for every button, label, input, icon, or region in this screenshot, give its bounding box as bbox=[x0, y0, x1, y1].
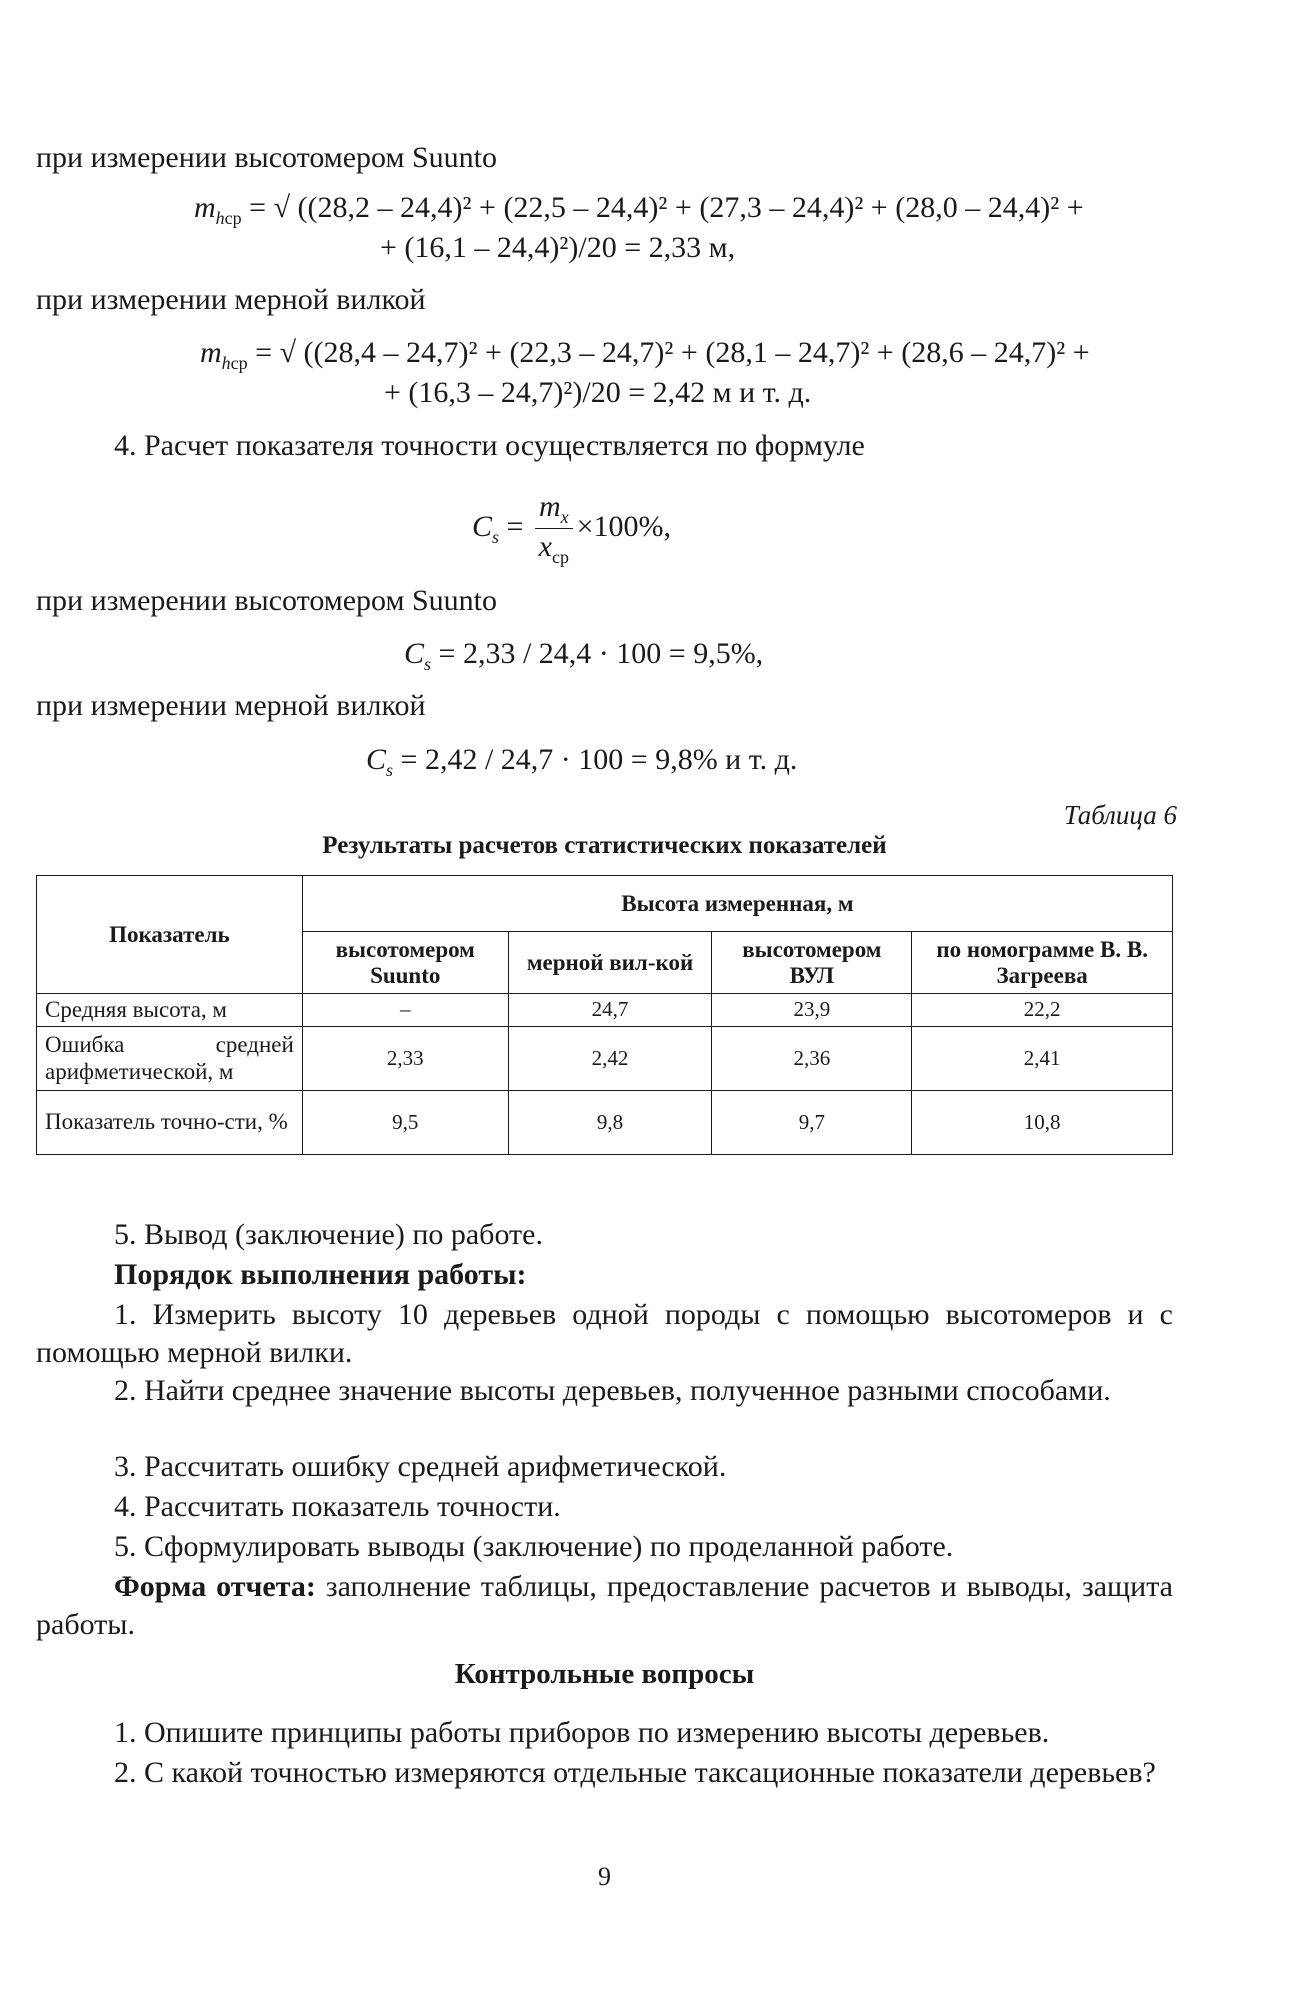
order-step: 2. Найти среднее значение высоты деревьев, полученное разными способами. bbox=[114, 1374, 1111, 1407]
formula-m-fork-expr: √ ((28,4 – 24,7)² + (22,3 – 24,7)² + (28,1 – 24,7)² + (28,6 – 24,7)² + bbox=[279, 336, 1090, 369]
table-title: Результаты расчетов статистических показателей bbox=[322, 832, 887, 859]
table-label: Таблица 6 bbox=[1063, 800, 1177, 830]
text-suunto-intro-2: при измерении высотомером Suunto bbox=[36, 584, 497, 617]
formula-m-suunto-line1: $m_{hср}$ = √ ((28,2 – 24,4)² + (22,5 – 24,4)² + (27,3 – 24,4)² + (28,0 – 24,4)² + bbox=[194, 191, 1084, 228]
text-suunto-intro: при измерении высотомером Suunto bbox=[36, 141, 497, 174]
table-row bbox=[37, 1026, 1173, 1090]
table-head-group: Высота измеренная, м bbox=[302, 876, 1172, 932]
question-item: 2. С какой точностью измеряются отдельные таксационные показатели деревьев? bbox=[114, 1756, 1156, 1789]
table-cell: 10,8 bbox=[912, 1090, 1173, 1154]
formula-m-fork-line2: + (16,3 – 24,7)²)/20 = 2,42 м и т. д. bbox=[384, 376, 812, 409]
formula-m-suunto-line2: + (16,1 – 24,4)²)/20 = 2,33 м, bbox=[380, 231, 736, 264]
table-cell: 24,7 bbox=[508, 994, 712, 1027]
question-item: 1. Опишите принципы работы приборов по измерению высоты деревьев. bbox=[114, 1716, 1050, 1749]
formula-cs: $C_s$ = $\frac{m_x}{x_{ср}}$ ×100%, bbox=[472, 490, 672, 567]
report-form-label: Форма отчета: bbox=[114, 1570, 316, 1603]
report-form bbox=[36, 1568, 1173, 1645]
table-cell: 9,7 bbox=[712, 1090, 912, 1154]
table-row bbox=[37, 1090, 1173, 1154]
text-fork-intro-2: при измерении мерной вилкой bbox=[36, 689, 426, 722]
table-col-header: по номограмме В. В. Загреева bbox=[912, 932, 1173, 994]
table-cell: 22,2 bbox=[912, 994, 1173, 1027]
formula-cs-fork: $C_s = 2,42 / 24,7 \cdot 100 = 9,8\%$ и т. д. bbox=[366, 743, 798, 780]
order-step: 5. Сформулировать выводы (заключение) по проделанной работе. bbox=[114, 1530, 954, 1563]
order-step: 3. Рассчитать ошибку средней арифметической. bbox=[114, 1450, 727, 1483]
table-cell: – bbox=[302, 994, 508, 1027]
formula-m-fork-line1: $m_{hср}$ = √ ((28,4 – 24,7)² + (22,3 – 24,7)² + (28,1 – 24,7)² + (28,6 – 24,7)² + bbox=[200, 336, 1090, 373]
text-fork-intro: при измерении мерной вилкой bbox=[36, 283, 426, 316]
table-cell: 2,42 bbox=[508, 1026, 712, 1090]
table-row-label: Показатель точно-сти, % bbox=[37, 1090, 303, 1154]
text-accuracy-intro: 4. Расчет показателя точности осуществляется по формуле bbox=[114, 429, 865, 462]
table-row-label: Средняя высота, м bbox=[37, 994, 303, 1027]
table-col-header: высотомером ВУЛ bbox=[712, 932, 912, 994]
results-table bbox=[36, 875, 1173, 1155]
table-cell: 2,33 bbox=[302, 1026, 508, 1090]
table-row-label: Ошибка средней арифметической, м bbox=[37, 1026, 303, 1090]
formula-cs-suunto: $C_s = 2,33 / 24,4 \cdot 100 = 9,5\%$, bbox=[404, 637, 764, 674]
table-cell: 2,36 bbox=[712, 1026, 912, 1090]
order-title: Порядок выполнения работы: bbox=[114, 1258, 527, 1291]
table-cell: 2,41 bbox=[912, 1026, 1173, 1090]
order-step: 1. Измерить высоту 10 деревьев одной породы с помощью высотомеров и с помощью мерной вилки. bbox=[36, 1298, 1173, 1370]
table-cell: 9,5 bbox=[302, 1090, 508, 1154]
formula-cs-fork-expr: = 2,42 / 24,7 · 100 = 9,8% и т. д. bbox=[400, 743, 798, 776]
table-cell: 9,8 bbox=[508, 1090, 712, 1154]
formula-cs-denominator: $x_{ср}$ bbox=[538, 529, 569, 567]
formula-cs-fraction bbox=[535, 490, 573, 568]
table-col-header: высотомером Suunto bbox=[302, 932, 508, 994]
table-row bbox=[37, 994, 1173, 1027]
questions-title: Контрольные вопросы bbox=[454, 1658, 755, 1690]
table-col-header: мерной вил-кой bbox=[508, 932, 712, 994]
table-head-indicator: Показатель bbox=[37, 876, 303, 994]
text-conclusion-step: 5. Вывод (заключение) по работе. bbox=[114, 1218, 543, 1251]
formula-cs-numerator: $m_x$ bbox=[535, 490, 573, 529]
formula-cs-suunto-expr: = 2,33 / 24,4 · 100 = 9,5%, bbox=[438, 637, 764, 670]
order-step: 4. Рассчитать показатель точности. bbox=[114, 1490, 561, 1523]
formula-cs-tail: ×100%, bbox=[576, 510, 672, 544]
report-form-text: заполнение таблицы, предоставление расчетов и выводы, защита работы. bbox=[36, 1570, 1173, 1642]
formula-m-suunto-expr: √ ((28,2 – 24,4)² + (22,5 – 24,4)² + (27,3 – 24,4)² + (28,0 – 24,4)² + bbox=[273, 191, 1084, 224]
page-number: 9 bbox=[598, 1862, 611, 1891]
table-cell: 23,9 bbox=[712, 994, 912, 1027]
